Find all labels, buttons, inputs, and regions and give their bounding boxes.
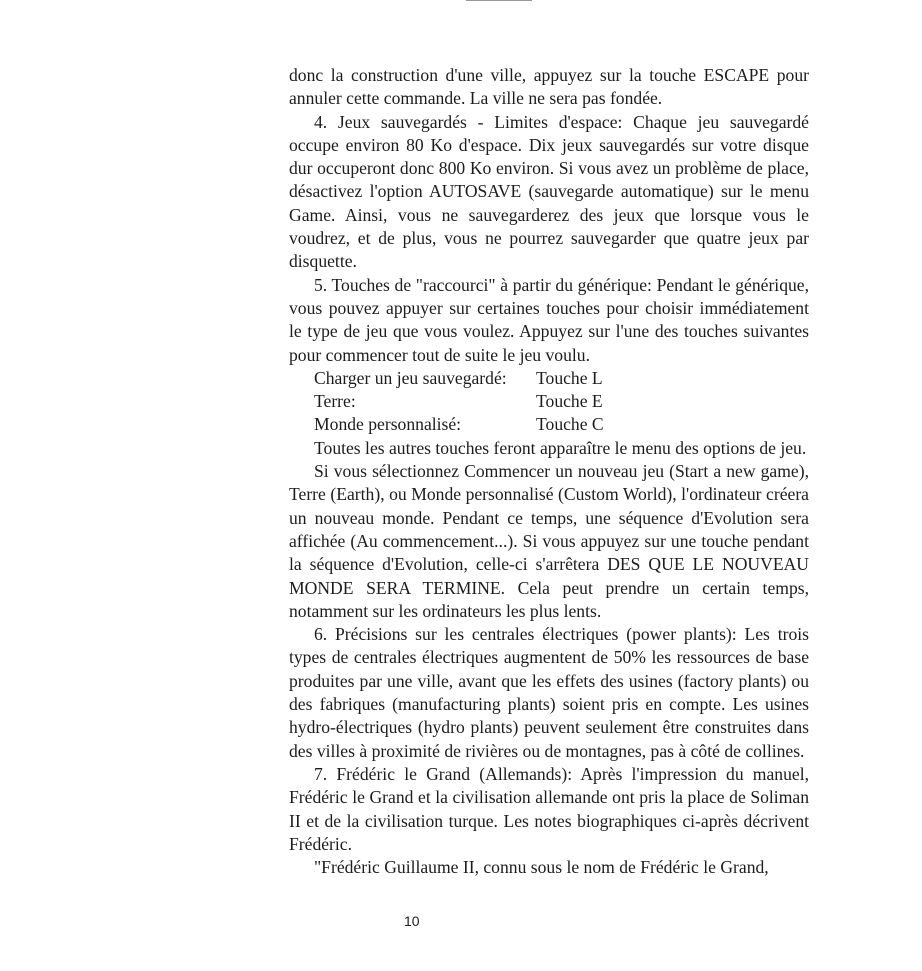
shortcut-label: Terre:	[314, 391, 356, 412]
text-column	[289, 64, 809, 879]
paragraph-shortcut-keys: 5. Touches de "raccourci" à partir du générique: Pendant le générique, vous pouvez appuyer sur certaines touches pour choisir immédiatement le type de jeu que vous voulez. Appuyez sur l'une des touches suivantes pour commencer tout de suite le jeu voulu.	[289, 274, 809, 365]
shortcut-label: Monde personnalisé:	[314, 414, 462, 435]
shortcut-key: Touche L	[536, 367, 603, 388]
shortcut-row	[314, 390, 809, 413]
shortcut-row	[314, 367, 809, 390]
paragraph-frederick-quote: "Frédéric Guillaume II, connu sous le nom de Frédéric le Grand,	[314, 857, 769, 878]
shortcut-key: Touche E	[536, 391, 603, 412]
paragraph-saved-games: 4. Jeux sauvegardés - Limites d'espace: Chaque jeu sauvegardé occupe environ 80 Ko d'espace. Dix jeux sauvegardés sur votre disque dur occuperont donc 800 Ko environ. Si vous avez un problème de place, désactivez l'option AUTOSAVE (sauvegarde automatique) sur le menu Game. Ainsi, vous ne sauvegarderez des jeux que lorsque vous le voudrez, et de plus, vous ne pourrez sauvegarder que quatre jeux par disquette.	[289, 111, 809, 272]
paragraph: Toutes les autres touches feront apparaître le menu des options de jeu.	[314, 437, 807, 458]
paragraph-new-world: Si vous sélectionnez Commencer un nouveau jeu (Start a new game), Terre (Earth), ou Monde personnalisé (Custom World), l'ordinateur créera un nouveau monde. Pendant ce temps, une séquence d'Evolution sera affichée (Au commencement...). Si vous appuyez sur une touche pendant la séquence d'Evolution, celle-ci s'arrêtera DES QUE LE NOUVEAU MONDE SERA TERMINE. Cela peut prendre un certain temps, notamment sur les ordinateurs les plus lents.	[289, 461, 809, 621]
shortcut-row	[314, 413, 809, 436]
shortcut-key: Touche C	[536, 414, 604, 435]
paragraph: donc la construction d'une ville, appuyez sur la touche ESCAPE pour annuler cette commande. La ville ne sera pas fondée.	[289, 65, 809, 109]
paragraph-power-plants: 6. Précisions sur les centrales électriques (power plants): Les trois types de centrales électriques augmentent de 50% les ressources de base produites par une ville, avant que les effets des usines (factory plants) ou des fabriques (manufacturing plants) soient pris en compte. Les usines hydro-électriques (hydro plants) peuvent seulement être construites dans des villes à proximité de rivières ou de montagnes, pas à côté de collines.	[289, 624, 809, 761]
top-rule	[466, 0, 532, 1]
page-number: 10	[404, 913, 420, 929]
paragraph-frederick: 7. Frédéric le Grand (Allemands): Après l'impression du manuel, Frédéric le Grand et la civilisation allemande ont pris la place de Soliman II et de la civilisation turque. Les notes biographiques ci-après décrivent Frédéric.	[289, 763, 809, 854]
shortcut-label: Charger un jeu sauvegardé:	[314, 367, 507, 388]
